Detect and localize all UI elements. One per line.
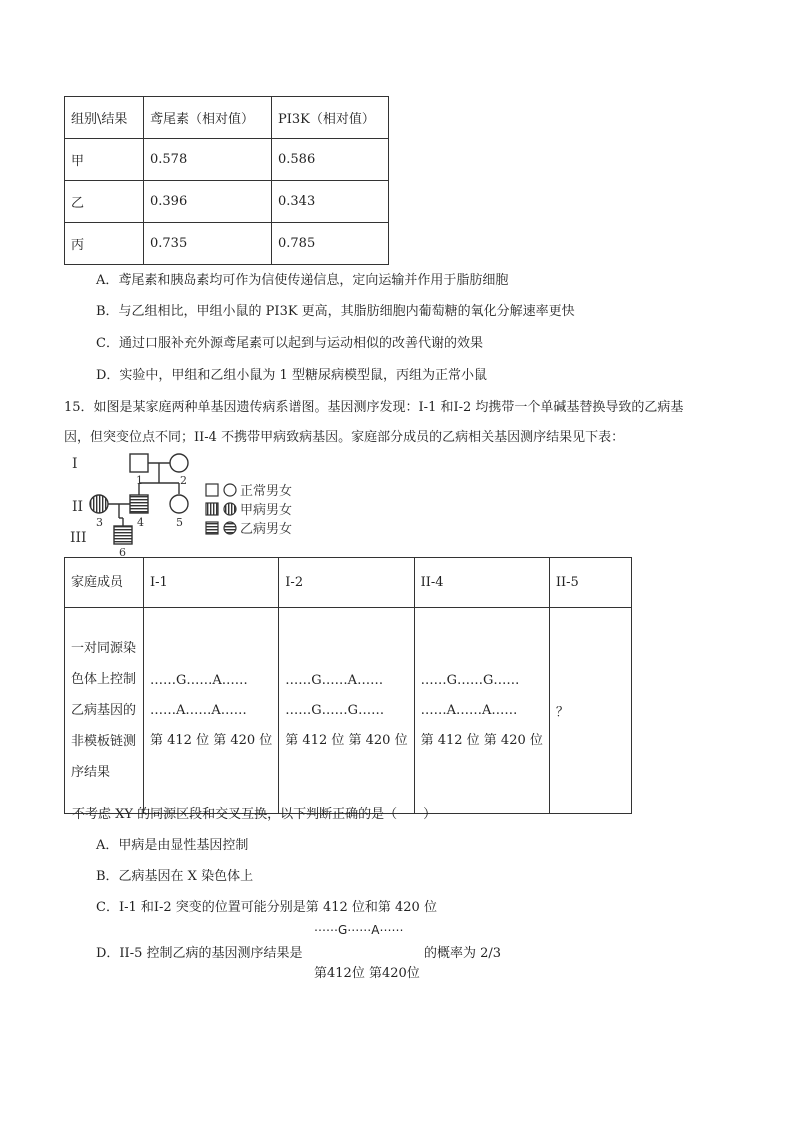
legend-disease-a-male-icon — [206, 503, 218, 515]
pedigree-person-4 — [130, 495, 148, 513]
table-cell: 0.343 — [272, 181, 389, 223]
q14-option-d: D．实验中，甲组和乙组小鼠为 1 型糖尿病模型鼠，丙组为正常小鼠 — [96, 368, 487, 383]
person-number: 6 — [119, 546, 126, 558]
q14-option-b: B．与乙组相比，甲组小鼠的 PI3K 更高，其脂肪细胞内葡萄糖的氧化分解速率更快 — [96, 304, 575, 319]
person-number: 2 — [180, 474, 187, 487]
table-row — [65, 223, 389, 265]
pedigree-person-5 — [170, 495, 188, 513]
q15-option-d-positions: 第412位 第420位 — [314, 966, 420, 981]
table-header-row — [65, 97, 389, 139]
table-cell: 0.735 — [144, 223, 272, 265]
sequence-cell-i1 — [144, 608, 279, 814]
legend-disease-b-female-icon — [224, 522, 236, 534]
q15-option-d-suffix: 的概率为 2/3 — [424, 946, 502, 961]
table-header-cell: 组别\结果 — [65, 97, 144, 139]
sequence-line: ……G……A…… — [285, 672, 384, 688]
q15-stem-line1: 15．如图是某家庭两种单基因遗传病系谱图。基因测序发现：I-1 和I-2 均携带一个单碱基替换导致的乙病基 — [64, 400, 684, 415]
sequence-cell-ii4 — [414, 608, 549, 814]
experiment-table — [64, 96, 389, 265]
legend-disease-a-female-icon — [224, 503, 236, 515]
sequence-cell-i2 — [279, 608, 414, 814]
q15-option-d-sequence: ⋯⋯G⋯⋯A⋯⋯ — [314, 923, 404, 937]
q15-option-b: B．乙病基因在 X 染色体上 — [96, 869, 254, 884]
legend-normal-female-icon — [224, 484, 236, 496]
legend-label-disease-b: 乙病男女 — [240, 522, 293, 537]
legend-label-normal: 正常男女 — [240, 484, 293, 499]
gen-label-2: II — [72, 499, 84, 515]
table-cell: 乙 — [65, 181, 144, 223]
q15-stem-line2: 因，但突变位点不同；II-4 不携带甲病致病基因。家庭部分成员的乙病相关基因测序结果见下表： — [64, 430, 625, 445]
table-row — [65, 608, 632, 814]
legend-disease-b-male-icon — [206, 522, 218, 534]
sequence-line: ……G……G…… — [420, 672, 520, 688]
table-cell: 0.396 — [144, 181, 272, 223]
person-number: 1 — [136, 474, 143, 487]
table-header-cell: PI3K（相对值） — [272, 97, 389, 139]
row-label-cell: 一对同源染色体上控制乙病基因的非模板链测序结果 — [65, 608, 144, 814]
table-header-cell: I-1 — [144, 558, 279, 608]
table-header-row — [65, 558, 632, 608]
table-row — [65, 139, 389, 181]
table-cell: 0.785 — [272, 223, 389, 265]
q15-option-d-prefix: D．II-5 控制乙病的基因测序结果是 — [96, 946, 303, 961]
gen-label-1: I — [72, 456, 78, 472]
legend-normal-male-icon — [206, 484, 218, 496]
q15-option-c: C．I-1 和I-2 突变的位置可能分别是第 412 位和第 420 位 — [96, 900, 437, 915]
position-label: 第 412 位 第 420 位 — [285, 732, 408, 748]
legend-label-disease-a: 甲病男女 — [240, 503, 293, 518]
person-number: 4 — [137, 516, 144, 529]
sequence-line: ……G……A…… — [150, 672, 248, 688]
table-header-cell: 鸢尾素（相对值） — [144, 97, 272, 139]
table-cell: 0.586 — [272, 139, 389, 181]
person-number: 3 — [96, 516, 103, 529]
sequence-line: ……G……G…… — [285, 702, 385, 718]
q15-question: 不考虑 XY 的同源区段和交叉互换，以下判断正确的是（ ） — [72, 807, 437, 822]
pedigree-person-3 — [90, 495, 108, 513]
sequence-cell-ii5: ？ — [549, 608, 631, 814]
person-number: 5 — [176, 516, 183, 529]
pedigree-person-2 — [170, 454, 188, 472]
q14-option-a: A．鸢尾素和胰岛素均可作为信使传递信息，定向运输并作用于脂肪细胞 — [96, 273, 509, 288]
table-header-cell: II-4 — [414, 558, 549, 608]
table-cell: 0.578 — [144, 139, 272, 181]
table-cell: 丙 — [65, 223, 144, 265]
gen-label-3: III — [70, 530, 87, 546]
sequencing-table — [64, 557, 632, 814]
position-label: 第 412 位 第 420 位 — [150, 732, 273, 748]
q15-option-a: A．甲病是由显性基因控制 — [96, 838, 249, 853]
pedigree-person-6 — [114, 526, 132, 544]
table-row — [65, 181, 389, 223]
pedigree-person-1 — [130, 454, 148, 472]
pedigree-chart — [60, 448, 320, 558]
q14-option-c: C．通过口服补充外源鸢尾素可以起到与运动相似的改善代谢的效果 — [96, 336, 483, 351]
table-header-cell: 家庭成员 — [65, 558, 144, 608]
table-cell: 甲 — [65, 139, 144, 181]
sequence-line: ……A……A…… — [150, 702, 247, 718]
position-label: 第 412 位 第 420 位 — [420, 732, 543, 748]
table-header-cell: II-5 — [549, 558, 631, 608]
table-header-cell: I-2 — [279, 558, 414, 608]
sequence-line: ……A……A…… — [420, 702, 518, 718]
